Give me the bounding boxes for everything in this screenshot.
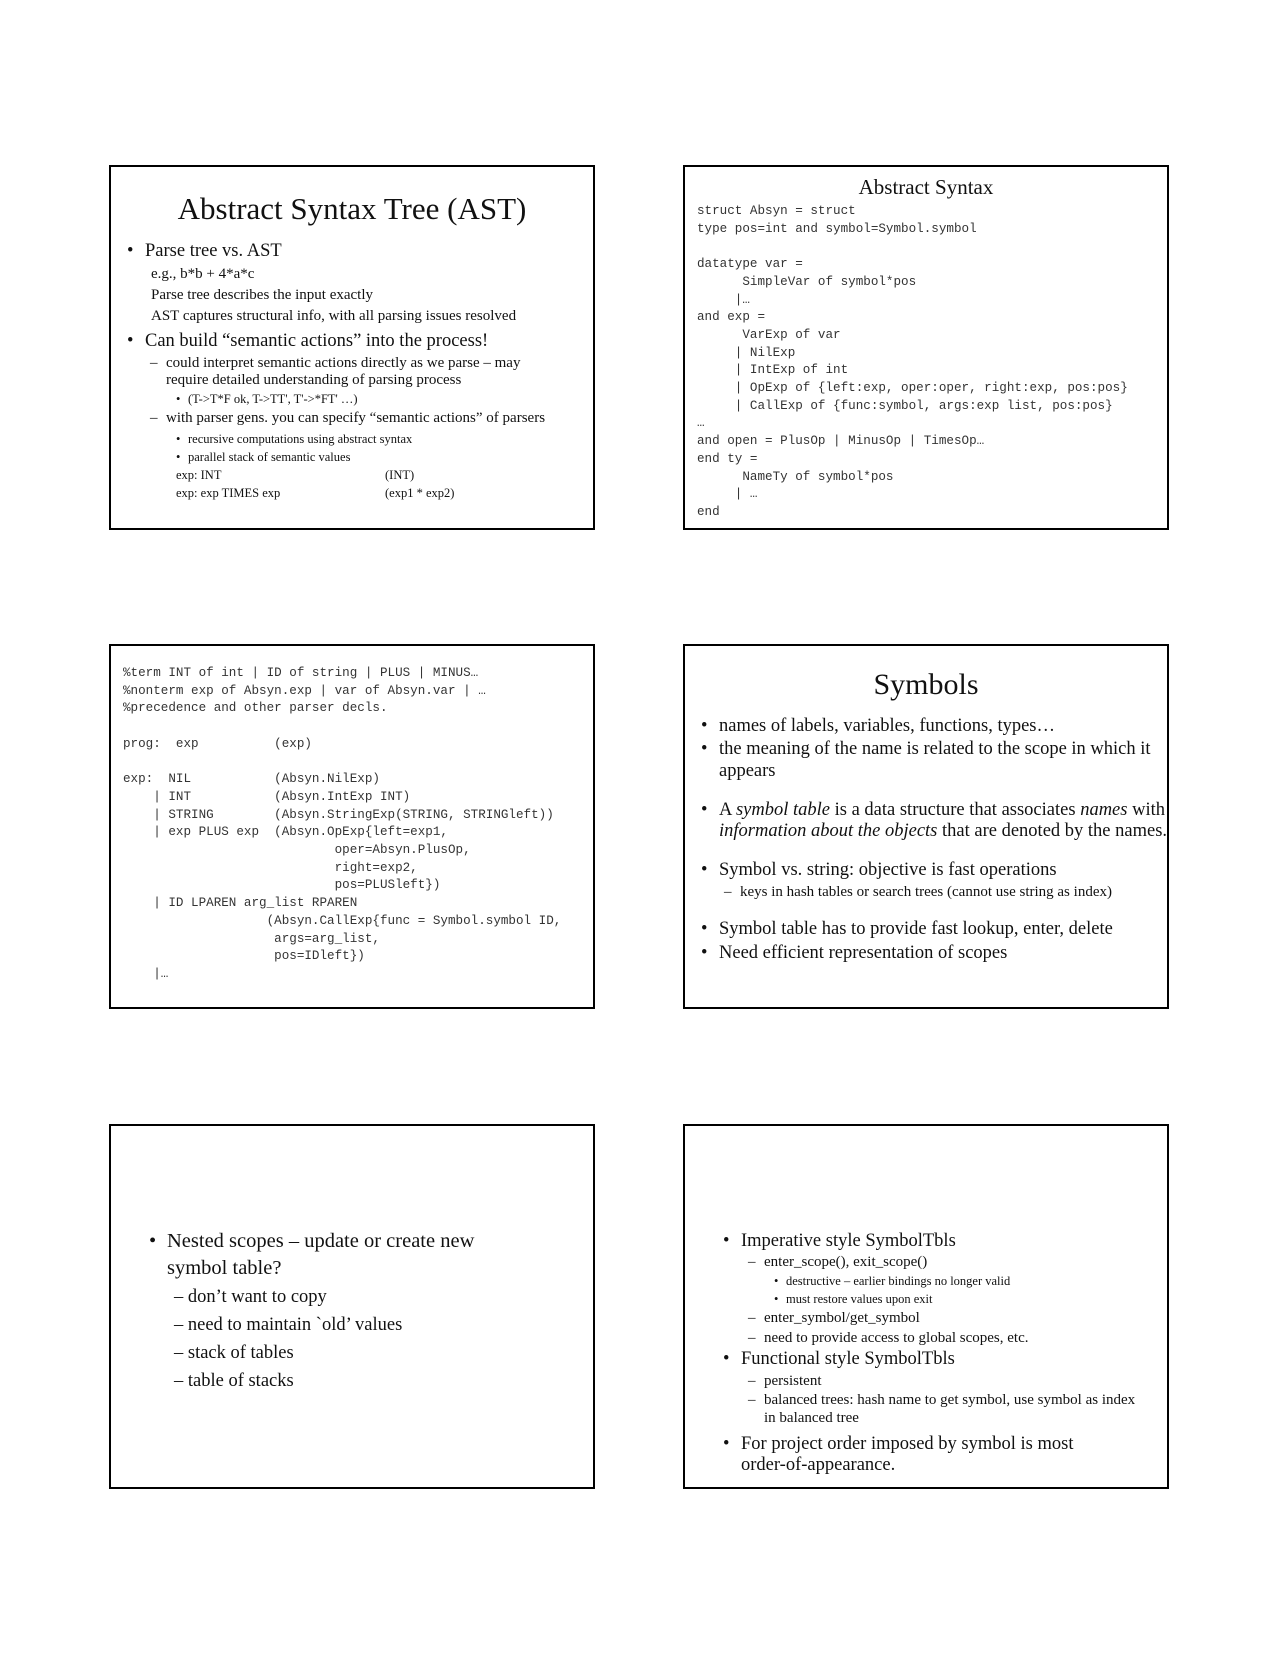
slide-title: Abstract Syntax bbox=[858, 175, 994, 199]
dash-global-scopes: – need to provide access to global scopes, etc. bbox=[748, 1329, 1029, 1346]
bullet-imperative: • Imperative style SymbolTbls bbox=[685, 1231, 1167, 1252]
bullet-meaning: • the meaning of the name is related to the scope in which it appears bbox=[685, 739, 1167, 782]
slide-symbols bbox=[683, 644, 1169, 1009]
sub-bullet-grammar: • (T->T*F ok, T->TT', T'->*FT' …) bbox=[188, 390, 593, 408]
ast-line: AST captures structural info, with all parsing issues resolved bbox=[151, 308, 517, 325]
code-block: struct Absyn = struct type pos=int and symbol=Symbol.symbol datatype var = SimpleVar of symbol*pos |… and exp = VarExp of var | NilExp | IntExp of int | OpExp of {left:exp, oper:oper, right:exp, pos:pos} | CallExp of {func:symbol, args:exp list, pos:pos} … and open = PlusOp | MinusOp | TimesOp… end ty = NameTy of symbol*pos | … end bbox=[697, 204, 1128, 519]
dash-keys: – keys in hash tables or search trees (cannot use string as index) bbox=[724, 883, 1112, 900]
dash-balanced-trees: – balanced trees: hash name to get symbol, use symbol as index in balanced tree bbox=[748, 1392, 1136, 1426]
dash-interpret: – could interpret semantic actions directly as we parse – may require detailed understanding of parsing process bbox=[150, 354, 521, 389]
code-block: %term INT of int | ID of string | PLUS | MINUS… %nonterm exp of Absyn.exp | var of Absyn.var | … %precedence and other parser decls. prog: exp (exp) exp: NIL (Absyn.NilExp) | INT (Absyn.IntExp INT) | STRING (Absyn.StringExp(STRING, STRINGleft)) | exp PLUS exp (Absyn.OpExp{left=exp1, oper=Absyn.PlusOp, right=exp2, pos=PLUSleft}) | ID LPAREN arg_list RPAREN (Absyn.CallExp{func = Symbol.symbol ID, args=arg_list, pos=IDleft}) |… bbox=[123, 666, 562, 981]
dash-enter-symbol: – enter_symbol/get_symbol bbox=[748, 1309, 920, 1326]
bullet-symbol-vs-string: • Symbol vs. string: objective is fast operations bbox=[685, 860, 1167, 881]
dash-enter-scope: – enter_scope(), exit_scope() bbox=[748, 1254, 928, 1271]
sub-bullet-recursive: • recursive computations using abstract syntax bbox=[188, 430, 593, 448]
bullet-parse-tree: • Parse tree vs. AST bbox=[111, 241, 593, 262]
bullet-lookup: • Symbol table has to provide fast lookup, enter, delete bbox=[685, 919, 1167, 940]
example-line: e.g., b*b + 4*a*c bbox=[151, 266, 255, 283]
sub-bullet-restore: • must restore values upon exit bbox=[786, 1290, 1167, 1308]
bullet-semantic-actions: • Can build “semantic actions” into the process! bbox=[111, 331, 593, 352]
rule-row: exp: INT (INT) bbox=[176, 467, 415, 482]
bullet-functional: • Functional style SymbolTbls bbox=[685, 1349, 1167, 1370]
parse-tree-line: Parse tree describes the input exactly bbox=[151, 287, 373, 304]
dash-parser-gens: – with parser gens. you can specify “semantic actions” of parsers bbox=[150, 409, 546, 426]
bullet-nested-scopes: • Nested scopes – update or create new symbol table? bbox=[111, 1228, 593, 1281]
dash-persistent: – persistent bbox=[748, 1372, 822, 1389]
slide-title: Abstract Syntax Tree (AST) bbox=[177, 191, 527, 226]
slide-nested-scopes bbox=[109, 1124, 595, 1489]
sub-item: – stack of tables bbox=[174, 1343, 294, 1364]
sub-item: – table of stacks bbox=[174, 1371, 294, 1392]
bullet-names: • names of labels, variables, functions, types… bbox=[685, 716, 1167, 737]
sub-bullet-destructive: • destructive – earlier bindings no longer valid bbox=[786, 1272, 1167, 1290]
sub-item: – need to maintain `old’ values bbox=[174, 1315, 403, 1336]
rule-row: exp: exp TIMES exp (exp1 * exp2) bbox=[176, 485, 455, 500]
sub-item: – don’t want to copy bbox=[174, 1287, 327, 1308]
slide-ast bbox=[109, 165, 595, 530]
slide-abstract-syntax bbox=[683, 165, 1169, 530]
sub-bullet-parallel-stack: • parallel stack of semantic values bbox=[188, 448, 593, 466]
slide-parser-spec bbox=[109, 644, 595, 1009]
bullet-project-order: • For project order imposed by symbol is most order-of-appearance. bbox=[685, 1434, 1167, 1477]
slide-title: Symbols bbox=[873, 668, 979, 701]
bullet-symbol-table: • A symbol table is a data structure that associates names with information about the objects that are denoted by the names. bbox=[685, 800, 1167, 843]
slide-symbol-tables bbox=[683, 1124, 1169, 1489]
bullet-scopes: • Need efficient representation of scopes bbox=[685, 943, 1167, 964]
